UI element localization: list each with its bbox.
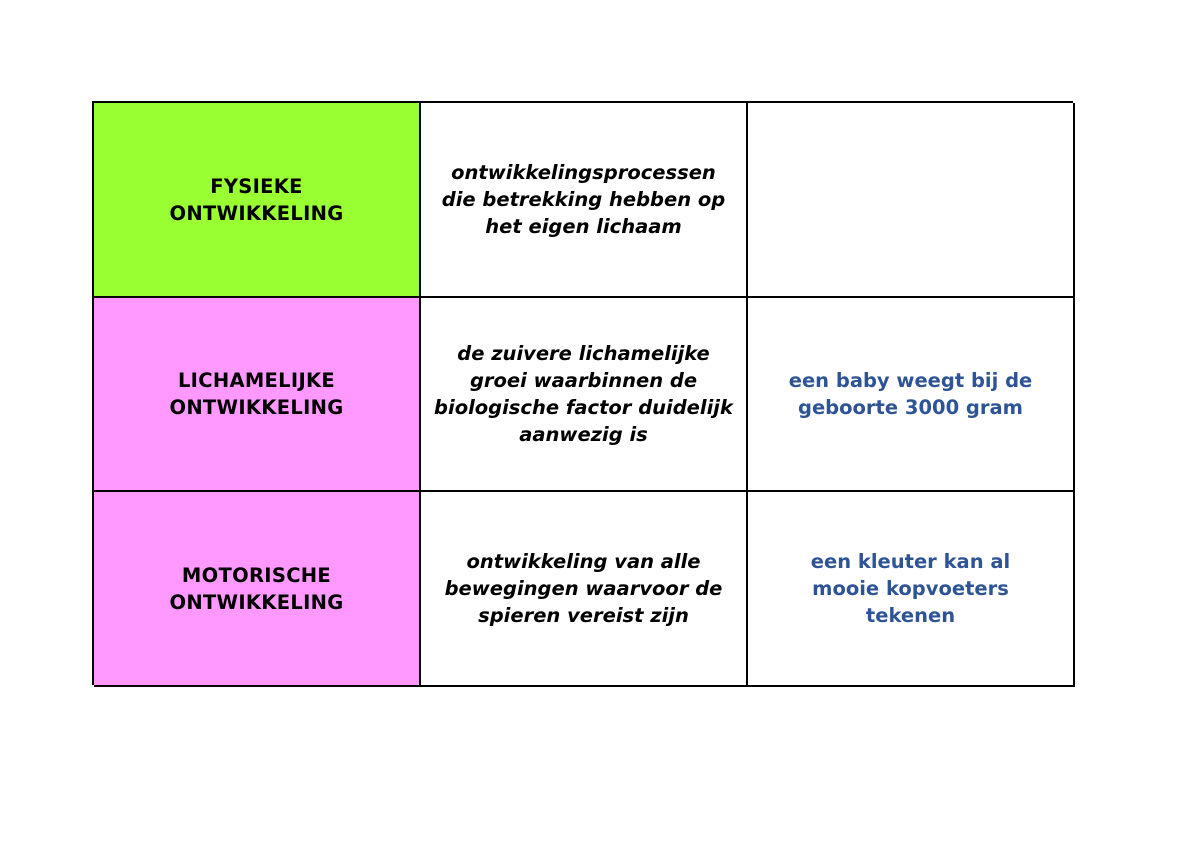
example-cell-fysieke	[748, 103, 1075, 298]
definition-text: ontwikkelingsprocessen die betrekking hebben op het eigen lichaam	[441, 161, 726, 238]
definition-text: ontwikkeling van alle bewegingen waarvoor de spieren vereist zijn	[444, 550, 723, 627]
example-text: een kleuter kan al mooie kopvoeters tekenen	[810, 550, 1011, 627]
term-cell-motorische	[94, 492, 421, 687]
definition-cell-motorische	[421, 492, 748, 687]
term-text: LICHAMELIJKE ONTWIKKELING	[169, 369, 344, 419]
definition-cell-fysieke	[421, 103, 748, 298]
term-cell-fysieke	[94, 103, 421, 298]
term-cell-lichamelijke	[94, 298, 421, 492]
example-cell-motorische	[748, 492, 1075, 687]
definition-text: de zuivere lichamelijke groei waarbinnen de biologische factor duidelijk aanwezig is	[434, 342, 733, 446]
example-cell-lichamelijke	[748, 298, 1075, 492]
concept-table	[92, 101, 1073, 685]
term-text: MOTORISCHE ONTWIKKELING	[169, 563, 344, 614]
example-text: een baby weegt bij de geboorte 3000 gram	[788, 369, 1033, 419]
definition-cell-lichamelijke	[421, 298, 748, 492]
term-text: FYSIEKE ONTWIKKELING	[169, 174, 344, 225]
